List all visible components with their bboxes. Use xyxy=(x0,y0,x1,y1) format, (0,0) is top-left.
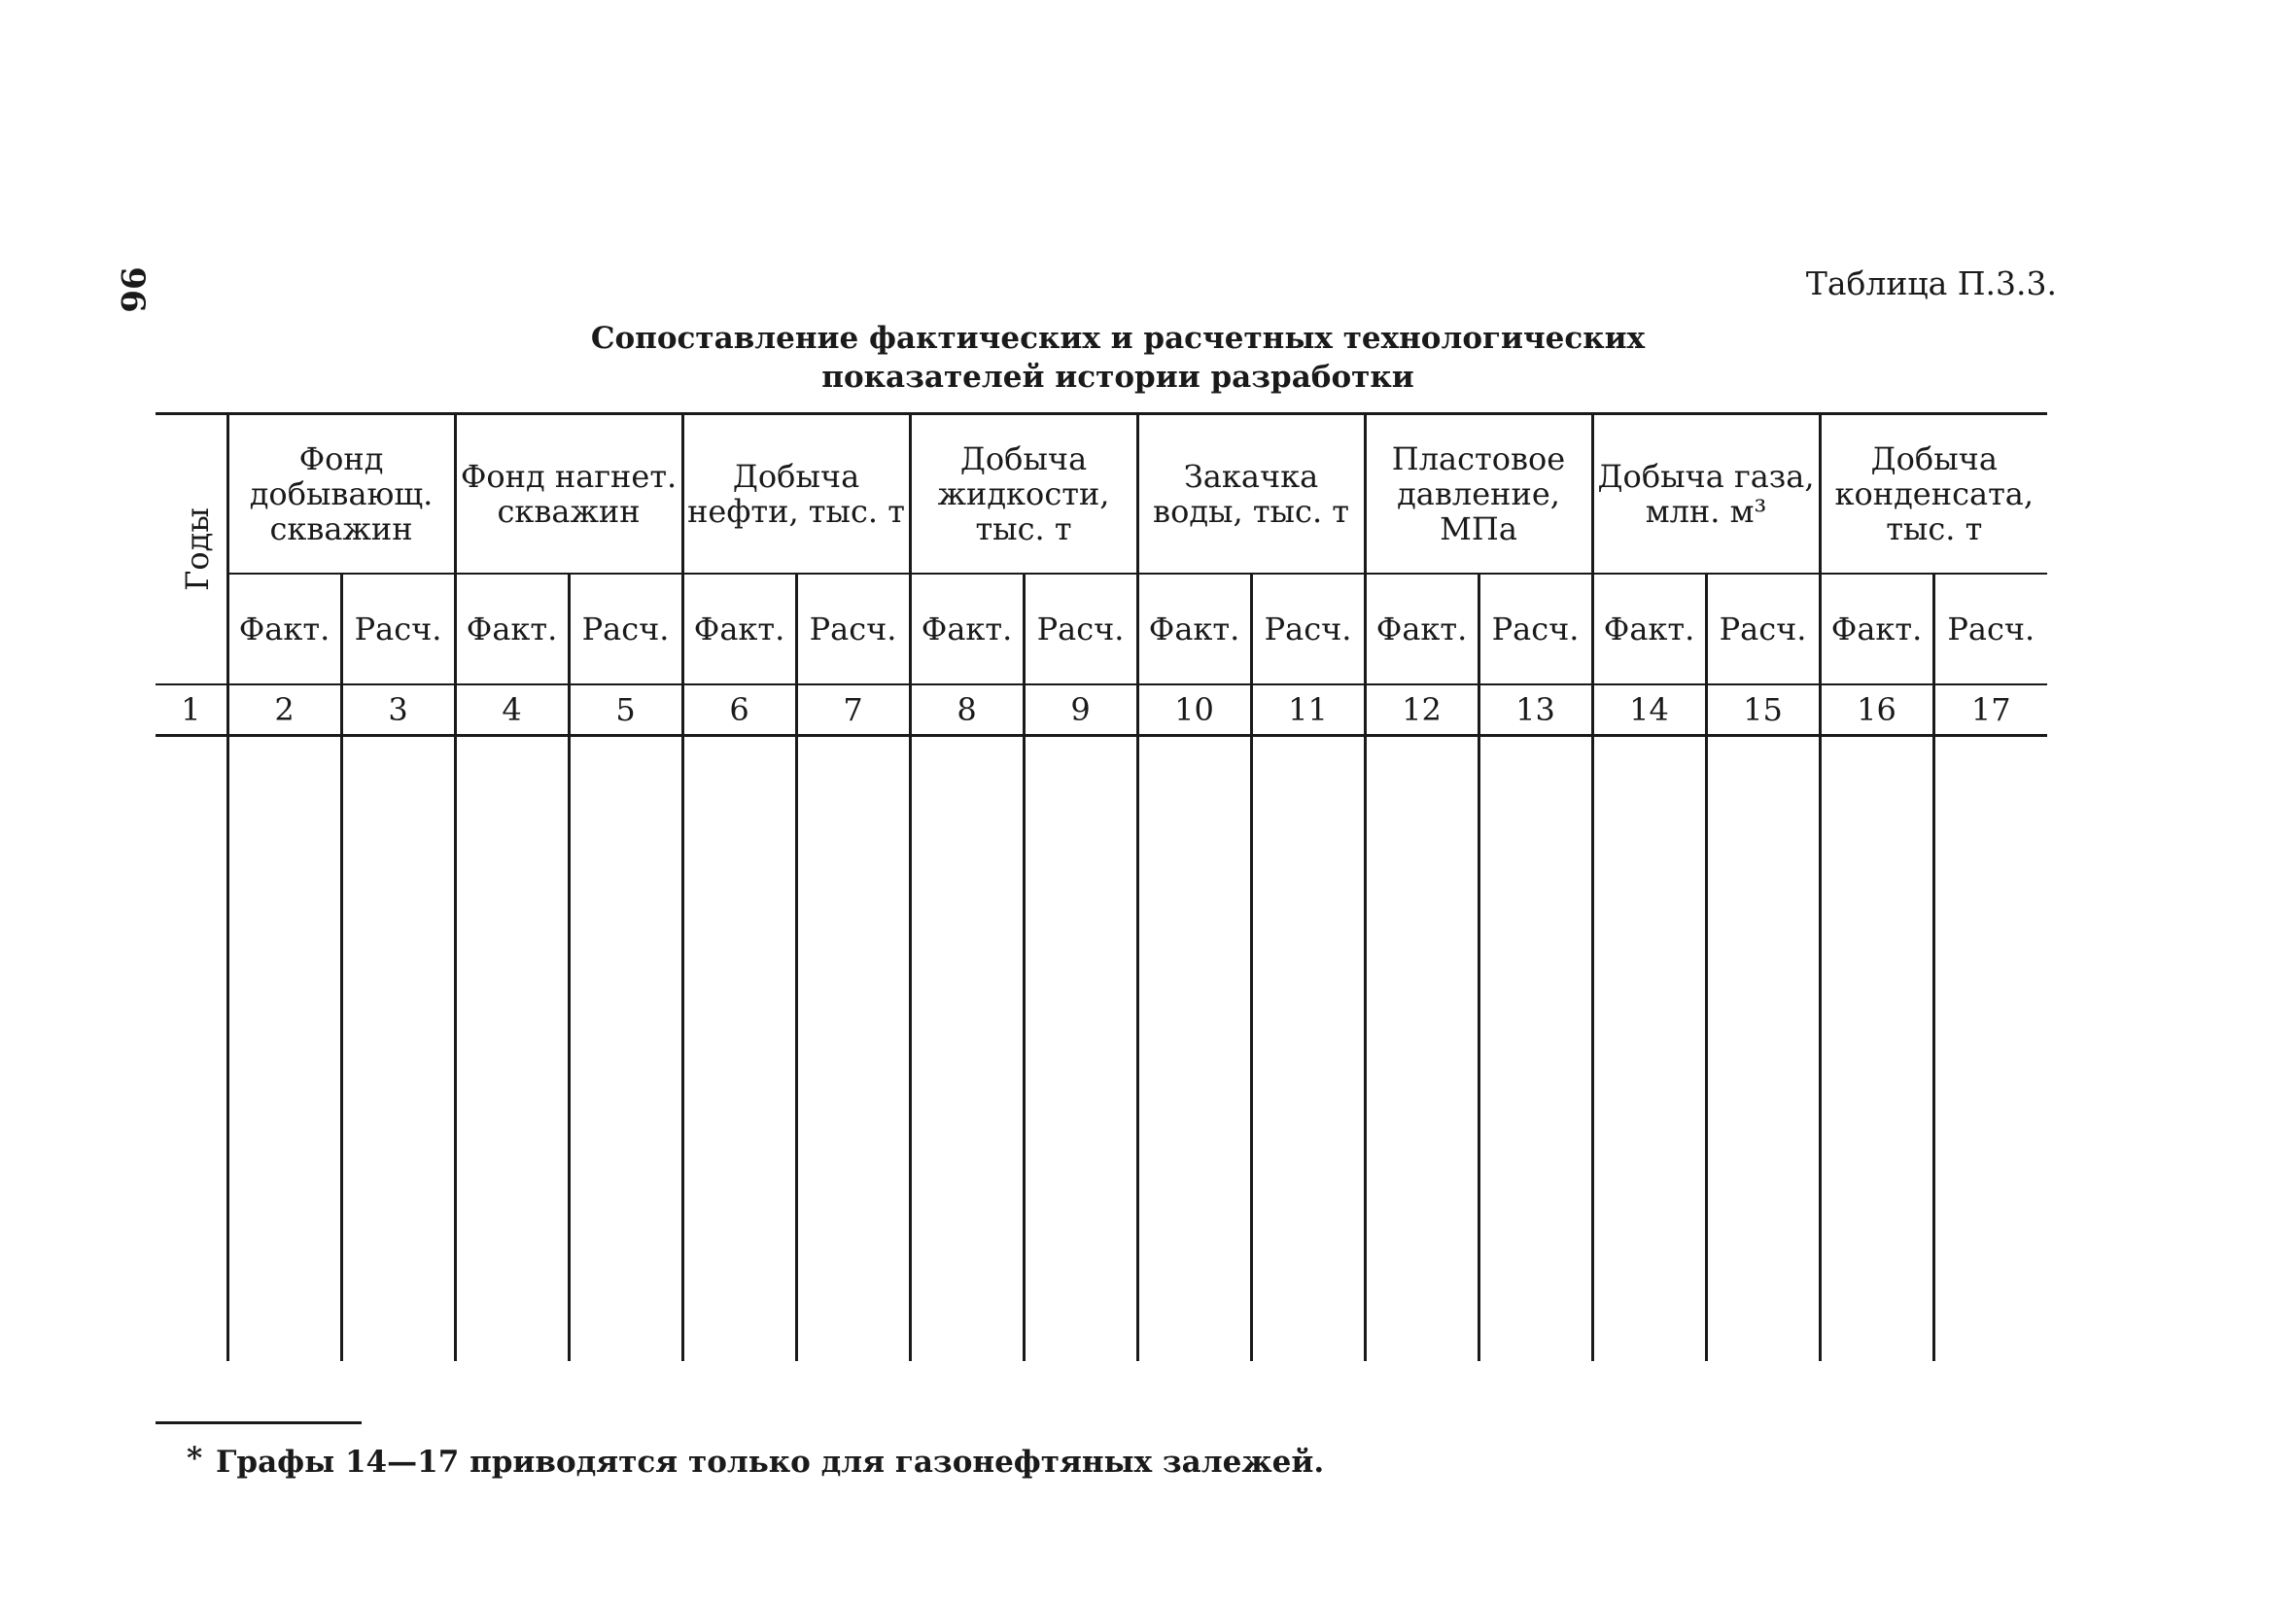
group-header-reservoir-pressure: Пластовое давление, МПа xyxy=(1365,414,1592,575)
footnote-divider xyxy=(156,1421,362,1424)
table-body-row xyxy=(156,736,2047,1362)
group-header-producing-wells: Фонд добывающ. скважин xyxy=(227,414,455,575)
header-row-subcolumns xyxy=(156,574,2047,684)
column-number: 8 xyxy=(910,684,1024,736)
column-number: 16 xyxy=(1820,684,1933,736)
years-header-label: Годы xyxy=(178,507,216,591)
column-number: 6 xyxy=(682,684,796,736)
subheader-calc: Расч. xyxy=(1024,574,1137,684)
header-row-groups xyxy=(156,414,2047,575)
table-cell-empty xyxy=(796,736,910,1362)
table-cell-empty xyxy=(1137,736,1251,1362)
years-header xyxy=(156,414,227,685)
subheader-calc: Расч. xyxy=(569,574,682,684)
group-header-gas-production: Добыча газа, млн. м³ xyxy=(1592,414,1820,575)
table-cell-empty xyxy=(455,736,569,1362)
column-number: 17 xyxy=(1933,684,2047,736)
page-number: 96 xyxy=(113,266,152,313)
table-cell-empty xyxy=(341,736,455,1362)
table-cell-empty xyxy=(1251,736,1365,1362)
subheader-fact: Факт. xyxy=(227,574,341,684)
subheader-fact: Факт. xyxy=(1592,574,1706,684)
group-header-injection-wells: Фонд нагнет. скважин xyxy=(455,414,682,575)
table-title-line-2: показателей истории разработки xyxy=(821,360,1414,395)
table-cell-empty xyxy=(1365,736,1478,1362)
column-number: 5 xyxy=(569,684,682,736)
table-cell-empty xyxy=(1478,736,1592,1362)
table-cell-empty xyxy=(1592,736,1706,1362)
table-label: Таблица П.3.3. xyxy=(1805,264,2057,302)
footnote xyxy=(187,1441,1577,1480)
column-number: 10 xyxy=(1137,684,1251,736)
group-header-condensate-production: Добыча конденсата, тыс. т xyxy=(1820,414,2047,575)
table-title-line-1: Сопоставление фактических и расчетных технологических xyxy=(590,321,1646,356)
table-cell-empty xyxy=(682,736,796,1362)
table-cell-empty xyxy=(1024,736,1137,1362)
table-cell-empty xyxy=(569,736,682,1362)
group-header-oil-production: Добыча нефти, тыс. т xyxy=(682,414,910,575)
header-row-column-numbers xyxy=(156,684,2047,736)
subheader-calc: Расч. xyxy=(1478,574,1592,684)
column-number: 11 xyxy=(1251,684,1365,736)
subheader-calc: Расч. xyxy=(1933,574,2047,684)
footnote-text: Графы 14—17 приводятся только для газонефтяных залежей. xyxy=(216,1445,1325,1480)
table-title xyxy=(505,319,1730,397)
subheader-fact: Факт. xyxy=(682,574,796,684)
table-cell-empty xyxy=(1706,736,1820,1362)
table-cell-empty xyxy=(227,736,341,1362)
column-number: 1 xyxy=(156,684,227,736)
table-cell-empty xyxy=(910,736,1024,1362)
table-cell-empty xyxy=(1933,736,2047,1362)
column-number: 7 xyxy=(796,684,910,736)
column-number: 4 xyxy=(455,684,569,736)
column-number: 12 xyxy=(1365,684,1478,736)
comparison-table xyxy=(156,412,2047,1361)
table-cell-empty xyxy=(156,736,227,1362)
subheader-fact: Факт. xyxy=(1820,574,1933,684)
subheader-calc: Расч. xyxy=(1706,574,1820,684)
group-header-liquid-production: Добыча жидкости, тыс. т xyxy=(910,414,1137,575)
column-number: 13 xyxy=(1478,684,1592,736)
subheader-fact: Факт. xyxy=(910,574,1024,684)
column-number: 9 xyxy=(1024,684,1137,736)
group-header-water-injection: Закачка воды, тыс. т xyxy=(1137,414,1365,575)
subheader-fact: Факт. xyxy=(455,574,569,684)
subheader-calc: Расч. xyxy=(1251,574,1365,684)
subheader-fact: Факт. xyxy=(1365,574,1478,684)
column-number: 14 xyxy=(1592,684,1706,736)
column-number: 3 xyxy=(341,684,455,736)
table-cell-empty xyxy=(1820,736,1933,1362)
subheader-fact: Факт. xyxy=(1137,574,1251,684)
column-number: 2 xyxy=(227,684,341,736)
subheader-calc: Расч. xyxy=(796,574,910,684)
column-number: 15 xyxy=(1706,684,1820,736)
subheader-calc: Расч. xyxy=(341,574,455,684)
footnote-marker: * xyxy=(187,1441,203,1476)
